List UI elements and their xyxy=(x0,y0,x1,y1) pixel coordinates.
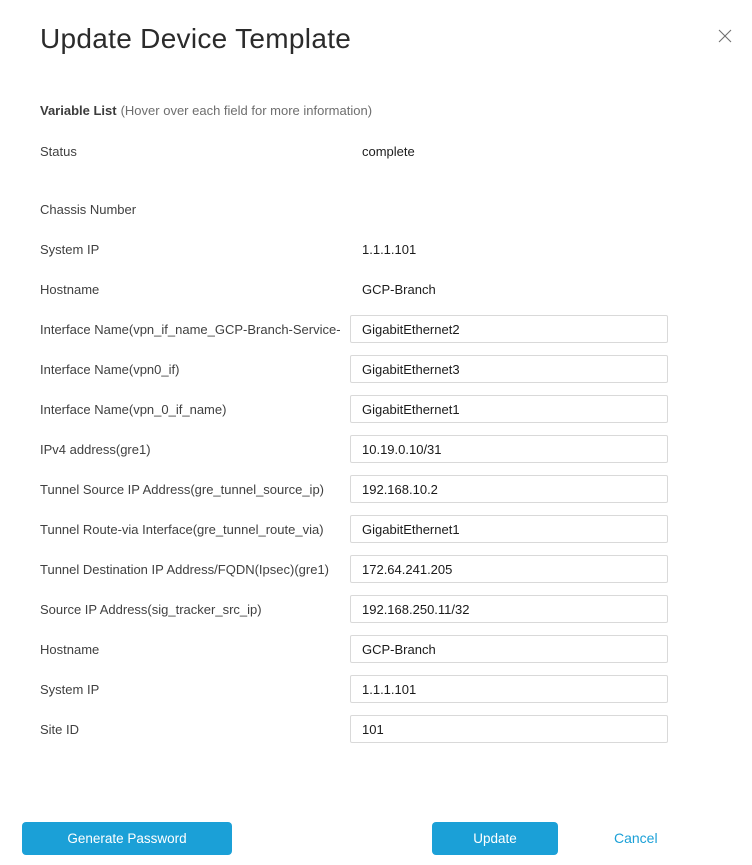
input-fields xyxy=(40,315,668,743)
field-row-interface-name-vpn-if-name-gcp-branch-se xyxy=(40,315,668,343)
update-button[interactable]: Update xyxy=(432,822,558,855)
field-row-tunnel-destination-ip-address-fqdn-ipsec xyxy=(40,555,668,583)
field-input-tunnel-route-via-interface-gre-tunnel-ro[interactable] xyxy=(350,515,668,543)
field-row-interface-name-vpn0-if xyxy=(40,355,668,383)
field-input-ipv4-address-gre1[interactable] xyxy=(350,435,668,463)
field-label: Tunnel Route-via Interface(gre_tunnel_route_via) xyxy=(40,521,324,537)
field-label: Hostname xyxy=(40,281,100,297)
page-title: Update Device Template xyxy=(40,23,352,54)
variable-list-form xyxy=(40,137,668,743)
field-label: Chassis Number xyxy=(40,201,137,217)
field-static-value: 1.1.1.101 xyxy=(362,241,417,257)
field-row-source-ip-address-sig-tracker-src-ip xyxy=(40,595,668,623)
field-label: System IP xyxy=(40,681,100,697)
field-input-tunnel-destination-ip-address-fqdn-ipsec[interactable] xyxy=(350,555,668,583)
field-row-tunnel-source-ip-address-gre-tunnel-sour xyxy=(40,475,668,503)
field-row-site-id xyxy=(40,715,668,743)
field-label: Interface Name(vpn_0_if_name) xyxy=(40,401,227,417)
variable-list-label: Variable List xyxy=(40,103,117,118)
field-input-interface-name-vpn-0-if-name[interactable] xyxy=(350,395,668,423)
field-input-site-id[interactable] xyxy=(350,715,668,743)
field-row-status xyxy=(40,137,668,165)
field-label: Interface Name(vpn_if_name_GCP-Branch-Service- xyxy=(40,321,341,337)
field-row-chassis-number xyxy=(40,195,668,223)
field-row-system-ip xyxy=(40,235,668,263)
field-input-interface-name-vpn-if-name-gcp-branch-se[interactable] xyxy=(350,315,668,343)
field-row-interface-name-vpn-0-if-name xyxy=(40,395,668,423)
cancel-button[interactable]: Cancel xyxy=(614,830,658,846)
field-label: Tunnel Destination IP Address/FQDN(Ipsec)(gre1) xyxy=(40,561,330,577)
generate-password-button[interactable]: Generate Password xyxy=(22,822,232,855)
field-label: Hostname xyxy=(40,641,100,657)
field-label: Source IP Address(sig_tracker_src_ip) xyxy=(40,601,262,617)
field-label: IPv4 address(gre1) xyxy=(40,441,151,457)
field-row-tunnel-route-via-interface-gre-tunnel-ro xyxy=(40,515,668,543)
field-label: System IP xyxy=(40,241,100,257)
field-row-system-ip xyxy=(40,675,668,703)
field-row-hostname xyxy=(40,635,668,663)
field-input-interface-name-vpn0-if[interactable] xyxy=(350,355,668,383)
field-input-hostname[interactable] xyxy=(350,635,668,663)
field-row-ipv4-address-gre1 xyxy=(40,435,668,463)
field-input-source-ip-address-sig-tracker-src-ip[interactable] xyxy=(350,595,668,623)
field-label: Site ID xyxy=(40,721,80,737)
field-label: Tunnel Source IP Address(gre_tunnel_source_ip) xyxy=(40,481,325,497)
field-row-hostname xyxy=(40,275,668,303)
static-fields xyxy=(40,137,668,303)
field-label: Status xyxy=(40,143,77,159)
variable-list-heading xyxy=(40,103,712,119)
field-static-value: complete xyxy=(362,143,415,159)
field-label: Interface Name(vpn0_if) xyxy=(40,361,180,377)
field-static-value: GCP-Branch xyxy=(362,281,436,297)
field-input-system-ip[interactable] xyxy=(350,675,668,703)
variable-list-hint: (Hover over each field for more information) xyxy=(120,103,373,118)
footer-actions xyxy=(0,822,752,856)
field-input-tunnel-source-ip-address-gre-tunnel-sour[interactable] xyxy=(350,475,668,503)
close-icon[interactable] xyxy=(716,27,734,45)
